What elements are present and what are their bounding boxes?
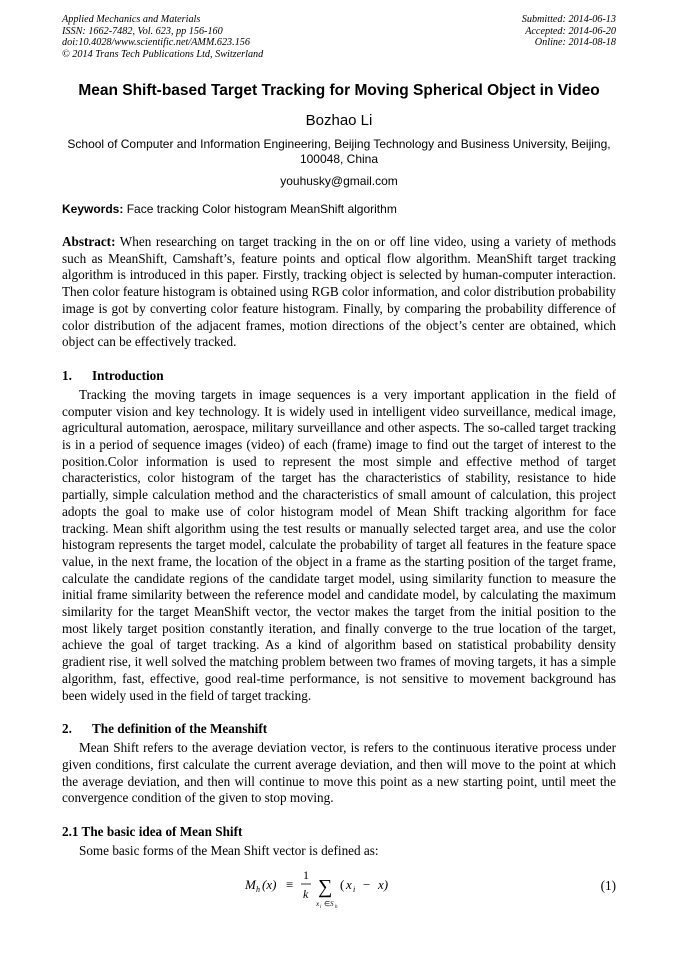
journal-name: Applied Mechanics and Materials	[62, 14, 201, 25]
author-affiliation: School of Computer and Information Engineering, Beijing Technology and Business University, Beijing, 100048, China	[67, 137, 611, 166]
eq-sum-sign: ∑	[318, 875, 333, 898]
dates-info	[522, 14, 616, 49]
subsection-2-1-heading: 2.1 The basic idea of Mean Shift	[62, 824, 243, 840]
section-1-number: 1.	[62, 367, 72, 383]
doi-line: doi:10.4028/www.scientific.net/AMM.623.156	[62, 37, 250, 49]
author-name: Bozhao Li	[305, 112, 373, 129]
eq-sum-sub-set-h: h	[335, 904, 338, 910]
section-2-heading	[62, 721, 616, 737]
equation-1	[62, 862, 616, 910]
eq-term-open: (	[340, 876, 345, 892]
equation-1-number: (1)	[600, 877, 616, 893]
author-email: youhusky@gmail.com	[280, 174, 398, 188]
section-1-title: Introduction	[92, 367, 164, 383]
accepted-date: Accepted: 2014-06-20	[525, 25, 616, 37]
section-1-heading	[62, 368, 616, 384]
issn-line: ISSN: 1662-7482, Vol. 623, pp 156-160	[62, 25, 223, 37]
eq-term-i: i	[353, 884, 356, 894]
submitted-date: Submitted: 2014-06-13	[521, 14, 616, 25]
eq-sum-sub-x: x	[316, 899, 320, 908]
section-2-number: 2.	[62, 721, 72, 737]
eq-frac-den: k	[303, 886, 309, 901]
paper-title: Mean Shift-based Target Tracking for Moving Spherical Object in Video	[78, 82, 600, 99]
abstract-label: Abstract:	[62, 234, 116, 249]
abstract-text: When researching on target tracking in the on or off line video, using a variety of methods such as MeanShift, Camshaft’s, feature points and optical flow algorithm. MeanShift target tracking algorithm is introduced in this paper. Firstly, tracking object is selected by human-computer interaction. Then color feature histogram is obtained using RGB color information, and color distribution probability image is got by converting color feature histogram. Finally, by comparing the probability difference of color distribution of the adjacent frames, motion directions of the object’s center are obtained, which object can be effectively tracked.	[62, 234, 616, 350]
eq-lhs-sub: h	[256, 884, 260, 894]
publication-info	[62, 14, 263, 60]
paper-page	[62, 14, 616, 910]
eq-frac-num: 1	[303, 867, 309, 882]
section-2-title: The definition of the Meanshift	[92, 721, 268, 737]
eq-term-close: x)	[378, 876, 389, 892]
eq-sum-sub-set: S	[330, 899, 334, 908]
eq-term-minus: −	[363, 876, 371, 892]
section-2-paragraph: Mean Shift refers to the average deviation vector, is refers to the continuous iterative process under given conditions, first calculate the current average deviation, and then will move to the point at which the average deviation, and then will continue to move this point as a new starting point, until meet the convergence condition of the given to stop moving.	[62, 740, 616, 806]
keywords	[62, 202, 616, 216]
section-1-paragraph: Tracking the moving targets in image sequences is a very important application in the field of computer vision and key technology. It is widely used in intelligent video surveillance, medical image, agricultural automation, aerospace, military surveillance and other aspects. The so-called target tracking is in a period of sequence images (video) of each (frame) image to find out the target of interest to the position.Color information is used to represent the most simple and effective method of target characteristics, color histogram of the target has the characteristics of stability, resistance to hide partially, simple calculation method and the characteristics of small amount of calculation, this project adopts the goal to make use of color histogram model of Mean Shift tracking algorithm for face tracking. Mean shift algorithm using the test results or manually selected target area, and use the color histogram represents the target model, calculate the probability of target all features in the feature space value, in the next frame, the location of the object in a frame as the starting position of the target frame, calculate the candidate regions of the candidate target model, using similarity function to measure the initial frame similarity between the reference model and candidate model, by calculating the maximum similarity for the target MeanShift vector, the vector makes the target from the initial position to the most likely target position constantly iteration, and finally converge to the true location of the target, achieve the goal of target tracking. As a kind of algorithm based on statistical probability density gradient rise, it well solved the matching problem between two frames of moving targets, it has a simple algorithm, fast, effective, good real-time performance, is not sensitive to movement background has been widely used in the field of target tracking.	[62, 386, 616, 703]
copyright-line: © 2014 Trans Tech Publications Ltd, Switzerland	[62, 48, 264, 60]
eq-sum-sub-i: i	[320, 904, 322, 910]
eq-lhs-arg: (x)	[262, 876, 277, 892]
abstract	[62, 234, 616, 351]
online-date: Online: 2014-08-18	[534, 37, 616, 49]
eq-equiv: ≡	[286, 876, 294, 892]
eq-term-x: x	[346, 876, 352, 892]
journal-header	[62, 14, 616, 62]
eq-lhs-symbol: M	[245, 876, 256, 892]
eq-sum-sub-in: ∈	[324, 899, 331, 908]
equation-1-formula	[62, 862, 482, 910]
subsection-2-1-paragraph: Some basic forms of the Mean Shift vector is defined as:	[79, 843, 379, 859]
keywords-text: Face tracking Color histogram MeanShift algorithm	[126, 202, 397, 216]
keywords-label: Keywords:	[62, 202, 124, 216]
